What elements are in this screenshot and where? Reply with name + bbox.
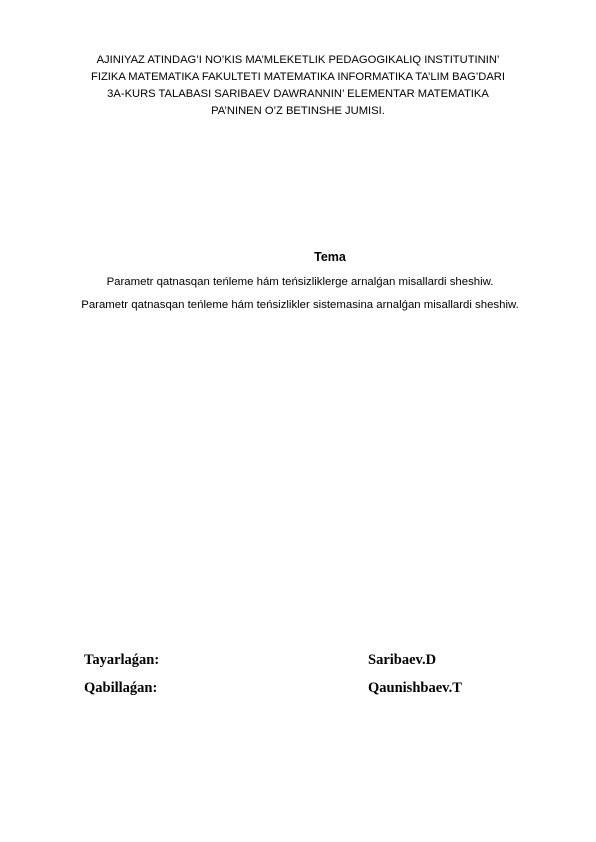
topic-section [80,249,520,314]
prepared-by-label: Tayarlaǵan: [84,652,160,668]
prepared-by-name: Saribaev.D [368,652,437,668]
accepted-by-name: Qaunishbaev.T [368,680,462,696]
topic-title: Tema [314,250,346,264]
document-header [70,52,526,120]
topic-line-1: Parametr qatnasqan teńleme hám teńsizliklerge arnalǵan misallardi sheshiw. [106,276,494,288]
header-line-3: 3A-KURS TALABASI SARIBAEV DAWRANNIN’ ELEMENTAR MATEMATIKA [107,88,489,100]
accepted-by-label: Qabillaǵan: [84,680,158,696]
header-line-4: PA’NINEN O’Z BETINSHE JUMISI. [211,105,385,117]
header-line-2: FIZIKA MATEMATIKA FAKULTETI MATEMATIKA INFORMATIKA TA’LIM BAG’DARI [91,71,505,83]
header-line-1: AJINIYAZ ATINDAG’I NO’KIS MA’MLEKETLIK PEDAGOGIKALIQ INSTITUTININ’ [96,54,500,66]
topic-line-2: Parametr qatnasqan teńleme hám teńsizlikler sistemasina arnalǵan misallardi sheshiw. [81,299,519,311]
